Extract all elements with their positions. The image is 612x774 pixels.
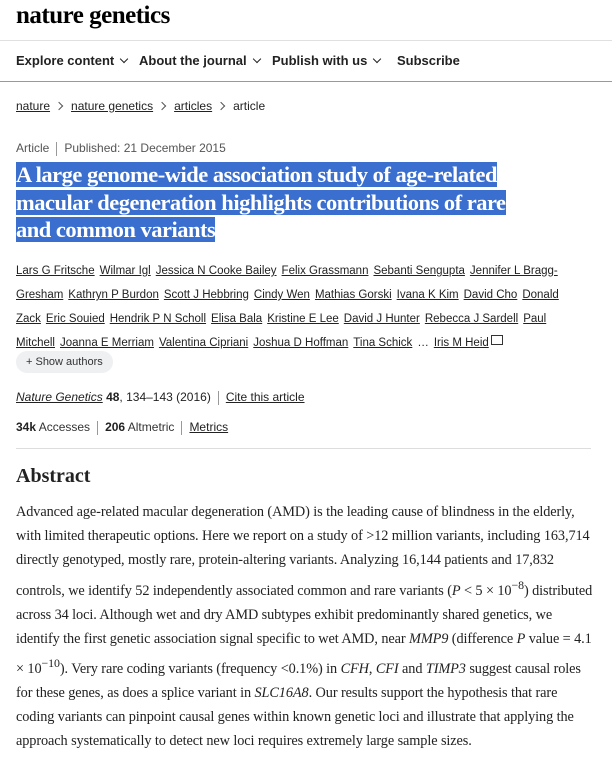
title-line-1: A large genome-wide association study of age-related	[16, 162, 498, 187]
journal-link[interactable]: Nature Genetics	[16, 390, 103, 404]
section-divider	[16, 448, 591, 449]
author-list	[16, 259, 591, 355]
author-link[interactable]: Valentina Cipriani	[158, 337, 249, 349]
accesses-label: Accesses	[38, 420, 91, 434]
author-link[interactable]: Felix Grassmann	[281, 265, 369, 277]
breadcrumb-nature-genetics[interactable]: nature genetics	[71, 99, 154, 113]
breadcrumb	[16, 99, 265, 113]
author-link[interactable]: Mathias Gorski	[314, 289, 392, 301]
author-link[interactable]: Jessica N Cooke Bailey	[155, 265, 277, 277]
title-line-2: macular degeneration highlights contributions of rare	[16, 189, 506, 215]
author-link[interactable]: Kathryn P Burdon	[68, 289, 159, 301]
author-link[interactable]: Elisa Bala	[211, 313, 263, 325]
journal-logo[interactable]: nature genetics	[16, 2, 170, 29]
author-link[interactable]: David Cho	[463, 289, 518, 301]
chevron-right-icon	[158, 102, 166, 110]
accesses-count: 34k	[16, 420, 37, 434]
author-link[interactable]: Jennifer L Bragg-Gresham	[16, 265, 558, 301]
volume: 48	[106, 390, 120, 404]
article-type: Article	[16, 141, 50, 155]
altmetric-count: 206	[105, 420, 126, 434]
main-nav	[0, 40, 612, 82]
chevron-down-icon	[373, 55, 381, 63]
nav-about-journal[interactable]	[139, 53, 260, 68]
author-link[interactable]: Hendrik P N Scholl	[109, 313, 207, 325]
author-link[interactable]: Sebanti Sengupta	[373, 265, 465, 277]
divider	[56, 142, 57, 156]
article-meta	[16, 141, 226, 156]
nav-publish-label: Publish with us	[272, 53, 368, 68]
pages: , 134–143 (2016)	[119, 390, 211, 404]
author-link[interactable]: Joanna E Merriam	[59, 337, 154, 349]
show-authors-button[interactable]: + Show authors	[16, 351, 113, 373]
author-link[interactable]: Scott J Hebbring	[163, 289, 249, 301]
breadcrumb-nature[interactable]: nature	[16, 99, 51, 113]
author-link[interactable]: Paul Mitchell	[16, 313, 547, 349]
author-link[interactable]: Ivana K Kim	[396, 289, 459, 301]
divider	[97, 421, 98, 435]
author-link[interactable]: Rebecca J Sardell	[424, 313, 519, 325]
metrics-link[interactable]: Metrics	[189, 420, 229, 434]
author-link[interactable]: Donald Zack	[16, 289, 559, 325]
email-icon[interactable]	[491, 335, 503, 345]
nav-explore-content[interactable]	[16, 53, 127, 68]
chevron-down-icon	[252, 55, 260, 63]
altmetric-label: Altmetric	[127, 420, 175, 434]
nav-subscribe[interactable]	[397, 53, 460, 68]
abstract-text: Advanced age-related macular degeneration (AMD) is the leading cause of blindness in the elderly, with limited therapeutic options. Here we report on a study of >12 million variants, including 163,714 directly genotyped, mostly rare, protein-altering variants. Analyzing 16,144 patients and 17,832 controls, we identify 52 independently associated common and rare variants $(P < 5 \times 10^{-8})$ distributed across 34 loci. Although wet and dry AMD subtypes exhibit predominantly shared genetics, we identify the first genetic association signal specific to wet AMD, near MMP9 (difference P value = $4.1 \times 10^{-10}$). Very rare coding variants (frequency <0.1%) in CFH, CFI and TIMP3 suggest causal roles for these genes, as does a splice variant in SLC16A8. Our results support the hypothesis that rare coding variants can pinpoint causal genes within known genetic loci and illustrate that applying the approach systematically to detect new loci requires extremely large sample sizes.	[16, 504, 593, 750]
chevron-right-icon	[55, 102, 63, 110]
author-link[interactable]: Joshua D Hoffman	[253, 337, 349, 349]
published-date: Published: 21 December 2015	[64, 141, 226, 155]
chevron-down-icon	[120, 55, 128, 63]
breadcrumb-articles[interactable]: articles	[174, 99, 213, 113]
author-link[interactable]: Cindy Wen	[253, 289, 310, 301]
article-metrics	[16, 420, 228, 435]
title-line-3: and common variants	[16, 217, 216, 242]
author-link[interactable]: Lars G Fritsche	[16, 265, 95, 277]
chevron-right-icon	[217, 102, 225, 110]
breadcrumb-current: article	[233, 99, 266, 113]
nav-publish[interactable]	[272, 53, 380, 68]
author-link[interactable]: Tina Schick	[353, 337, 413, 349]
article-title	[16, 161, 591, 244]
authors-ellipsis: …	[417, 337, 429, 349]
divider	[181, 421, 182, 435]
divider	[218, 391, 219, 405]
nav-explore-label: Explore content	[16, 53, 115, 68]
cite-article-link[interactable]: Cite this article	[225, 390, 305, 404]
author-link[interactable]: Kristine E Lee	[267, 313, 339, 325]
nav-about-label: About the journal	[139, 53, 247, 68]
nav-subscribe-label: Subscribe	[397, 53, 460, 68]
author-link[interactable]: Eric Souied	[45, 313, 105, 325]
abstract-heading: Abstract	[16, 465, 91, 487]
author-link[interactable]: David J Hunter	[343, 313, 420, 325]
author-link[interactable]: Wilmar Igl	[99, 265, 151, 277]
author-link-last[interactable]: Iris M Heid	[433, 337, 489, 349]
citation-line	[16, 390, 305, 405]
